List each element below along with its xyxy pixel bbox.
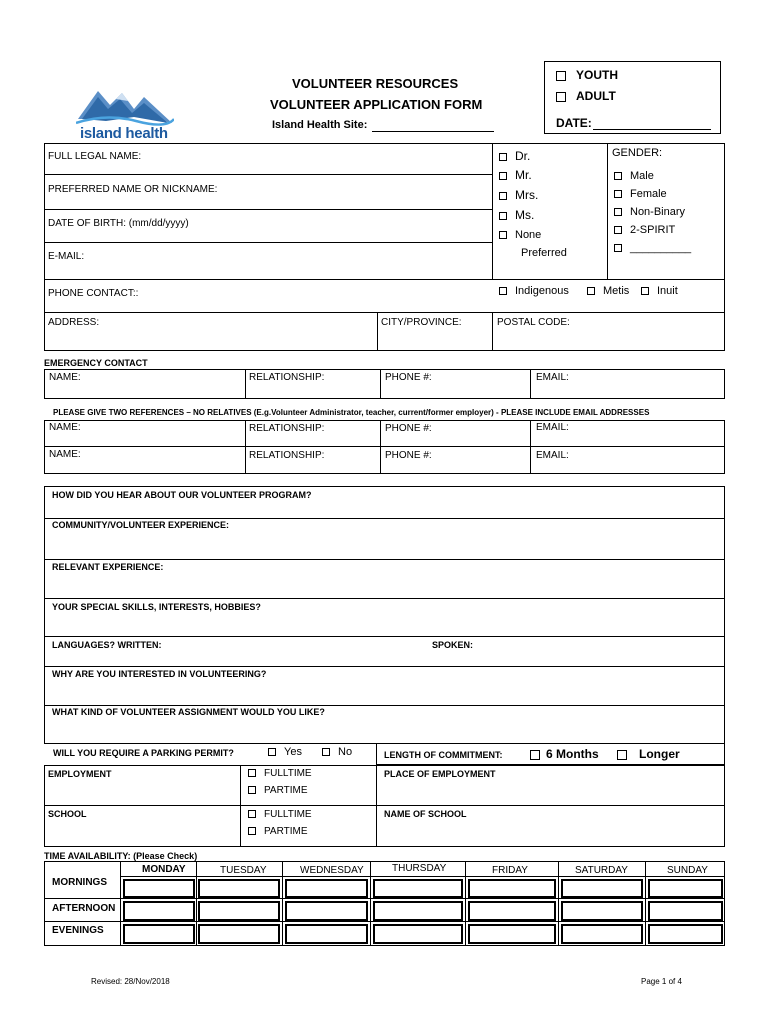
avail-cell[interactable]	[468, 901, 556, 921]
avail-cell[interactable]	[373, 924, 463, 944]
site-field[interactable]	[372, 131, 494, 132]
six-months-checkbox[interactable]	[530, 750, 540, 760]
youth-option[interactable]: YOUTH	[556, 68, 618, 82]
avail-cell[interactable]	[123, 879, 195, 898]
title-mr-option[interactable]: Mr.	[499, 168, 532, 182]
avail-cell[interactable]	[561, 924, 643, 944]
avail-cell[interactable]	[561, 879, 643, 898]
parking-no-option[interactable]: No	[322, 746, 352, 758]
emergency-name-label: NAME:	[49, 372, 81, 383]
day-friday: FRIDAY	[492, 865, 528, 876]
youth-checkbox[interactable]	[556, 71, 566, 81]
reference1-email-label: EMAIL:	[536, 422, 569, 433]
address-label: ADDRESS:	[48, 317, 100, 328]
twospirit-checkbox[interactable]	[614, 226, 622, 234]
city-label: CITY/PROVINCE:	[381, 317, 462, 328]
gender-nonbinary-option[interactable]: Non-Binary	[614, 206, 685, 218]
employment-label: EMPLOYMENT	[48, 769, 112, 779]
commitment-longer-option[interactable]: Longer	[617, 747, 680, 761]
avail-cell[interactable]	[373, 901, 463, 921]
languages-spoken-label: SPOKEN:	[432, 640, 474, 650]
logo-text: island health	[80, 125, 168, 142]
date-label: DATE:	[556, 116, 592, 130]
page-number: Page 1 of 4	[641, 977, 682, 986]
title-mrs-option[interactable]: Mrs.	[499, 188, 538, 202]
relevant-question: RELEVANT EXPERIENCE:	[52, 562, 164, 572]
school-name-label: NAME OF SCHOOL	[384, 809, 467, 819]
employment-fulltime-checkbox[interactable]	[248, 769, 256, 777]
inuit-option[interactable]: Inuit	[641, 285, 678, 297]
title-dr-option[interactable]: Dr.	[499, 149, 530, 163]
emergency-email-label: EMAIL:	[536, 372, 569, 383]
avail-cell[interactable]	[468, 879, 556, 898]
full-name-label: FULL LEGAL NAME:	[48, 151, 142, 162]
indigenous-checkbox[interactable]	[499, 287, 507, 295]
revised-date: Revised: 28/Nov/2018	[91, 977, 170, 986]
gender-other-option[interactable]: __________	[614, 242, 691, 254]
place-of-employment-label: PLACE OF EMPLOYMENT	[384, 769, 496, 779]
ms-checkbox[interactable]	[499, 212, 507, 220]
page-subtitle: VOLUNTEER APPLICATION FORM	[270, 97, 483, 112]
avail-cell[interactable]	[198, 924, 280, 944]
assignment-question: WHAT KIND OF VOLUNTEER ASSIGNMENT WOULD YOU LIKE?	[52, 707, 325, 717]
skills-question: YOUR SPECIAL SKILLS, INTERESTS, HOBBIES?	[52, 602, 261, 612]
logo	[76, 83, 174, 143]
avail-cell[interactable]	[198, 879, 280, 898]
commitment-label: LENGTH OF COMMITMENT:	[384, 750, 503, 760]
site-label: Island Health Site:	[272, 119, 368, 131]
dr-checkbox[interactable]	[499, 153, 507, 161]
phone-label: PHONE CONTACT::	[48, 288, 139, 299]
school-fulltime-option[interactable]: FULLTIME	[248, 809, 312, 820]
school-partime-option[interactable]: PARTIME	[248, 826, 308, 837]
avail-cell[interactable]	[648, 879, 723, 898]
postal-label: POSTAL CODE:	[497, 317, 570, 328]
logo-mountains-icon	[76, 83, 174, 129]
school-label: SCHOOL	[48, 809, 87, 819]
parking-no-checkbox[interactable]	[322, 748, 330, 756]
school-partime-checkbox[interactable]	[248, 827, 256, 835]
adult-option[interactable]: ADULT	[556, 89, 616, 103]
avail-cell[interactable]	[285, 879, 368, 898]
adult-checkbox[interactable]	[556, 92, 566, 102]
nonbinary-checkbox[interactable]	[614, 208, 622, 216]
mrs-checkbox[interactable]	[499, 192, 507, 200]
reference2-email-label: EMAIL:	[536, 450, 569, 461]
email-label: E-MAIL:	[48, 251, 85, 262]
avail-cell[interactable]	[285, 901, 368, 921]
gender-twospirit-option[interactable]: 2-SPIRIT	[614, 224, 675, 236]
day-tuesday: TUESDAY	[220, 865, 267, 876]
emergency-phone-label: PHONE #:	[385, 372, 432, 383]
none-checkbox[interactable]	[499, 231, 507, 239]
school-fulltime-checkbox[interactable]	[248, 810, 256, 818]
avail-cell[interactable]	[561, 901, 643, 921]
male-checkbox[interactable]	[614, 172, 622, 180]
metis-option[interactable]: Metis	[587, 285, 629, 297]
avail-cell[interactable]	[648, 901, 723, 921]
reference1-phone-label: PHONE #:	[385, 423, 432, 434]
time-evenings: EVENINGS	[52, 925, 104, 936]
avail-cell[interactable]	[648, 924, 723, 944]
title-none-option[interactable]: None	[499, 229, 541, 241]
preferred-name-label: PREFERRED NAME OR NICKNAME:	[48, 184, 218, 195]
title-preferred-label: Preferred	[521, 247, 567, 259]
date-field[interactable]	[593, 129, 711, 130]
parking-yes-checkbox[interactable]	[268, 748, 276, 756]
time-mornings: MORNINGS	[52, 877, 107, 888]
hear-question: HOW DID YOU HEAR ABOUT OUR VOLUNTEER PROGRAM?	[52, 490, 312, 500]
time-afternoon: AFTERNOON	[52, 903, 116, 914]
employment-partime-checkbox[interactable]	[248, 786, 256, 794]
longer-checkbox[interactable]	[617, 750, 627, 760]
reference2-name-label: NAME:	[49, 449, 81, 460]
avail-cell[interactable]	[468, 924, 556, 944]
day-sunday: SUNDAY	[667, 865, 708, 876]
availability-heading: TIME AVAILABILITY: (Please Check)	[44, 851, 198, 861]
community-question: COMMUNITY/VOLUNTEER EXPERIENCE:	[52, 520, 230, 530]
female-checkbox[interactable]	[614, 190, 622, 198]
references-heading: PLEASE GIVE TWO REFERENCES – NO RELATIVES (E.g.Volunteer Administrator, teacher, current/former employer) - PLEASE INCLUDE EMAIL ADDRESSES	[53, 408, 650, 417]
parking-label: WILL YOU REQUIRE A PARKING PERMIT?	[53, 748, 234, 758]
avail-cell[interactable]	[123, 924, 195, 944]
emergency-heading: EMERGENCY CONTACT	[44, 358, 148, 368]
other-gender-checkbox[interactable]	[614, 244, 622, 252]
languages-written-label: LANGUAGES? WRITTEN:	[52, 640, 162, 650]
gender-male-option[interactable]: Male	[614, 170, 654, 182]
emergency-relationship-label: RELATIONSHIP:	[249, 372, 325, 383]
inuit-checkbox[interactable]	[641, 287, 649, 295]
avail-cell[interactable]	[198, 901, 280, 921]
reference1-relationship-label: RELATIONSHIP:	[249, 423, 325, 434]
gender-label: GENDER:	[612, 147, 663, 159]
metis-checkbox[interactable]	[587, 287, 595, 295]
avail-cell[interactable]	[123, 901, 195, 921]
reference2-relationship-label: RELATIONSHIP:	[249, 450, 325, 461]
mr-checkbox[interactable]	[499, 172, 507, 180]
page-title: VOLUNTEER RESOURCES	[292, 76, 459, 91]
title-ms-option[interactable]: Ms.	[499, 208, 534, 222]
employment-fulltime-option[interactable]: FULLTIME	[248, 768, 312, 779]
gender-female-option[interactable]: Female	[614, 188, 667, 200]
day-monday: MONDAY	[142, 864, 186, 875]
reference1-name-label: NAME:	[49, 422, 81, 433]
avail-cell[interactable]	[285, 924, 368, 944]
why-question: WHY ARE YOU INTERESTED IN VOLUNTEERING?	[52, 669, 267, 679]
parking-yes-option[interactable]: Yes	[268, 746, 302, 758]
commitment-six-option[interactable]: 6 Months	[530, 747, 599, 761]
day-wednesday: WEDNESDAY	[300, 865, 364, 876]
employment-partime-option[interactable]: PARTIME	[248, 785, 308, 796]
day-saturday: SATURDAY	[575, 865, 628, 876]
dob-label: DATE OF BIRTH: (mm/dd/yyyy)	[48, 218, 189, 229]
reference2-phone-label: PHONE #:	[385, 450, 432, 461]
indigenous-option[interactable]: Indigenous	[499, 285, 569, 297]
day-thursday: THURSDAY	[392, 863, 447, 874]
avail-cell[interactable]	[373, 879, 463, 898]
